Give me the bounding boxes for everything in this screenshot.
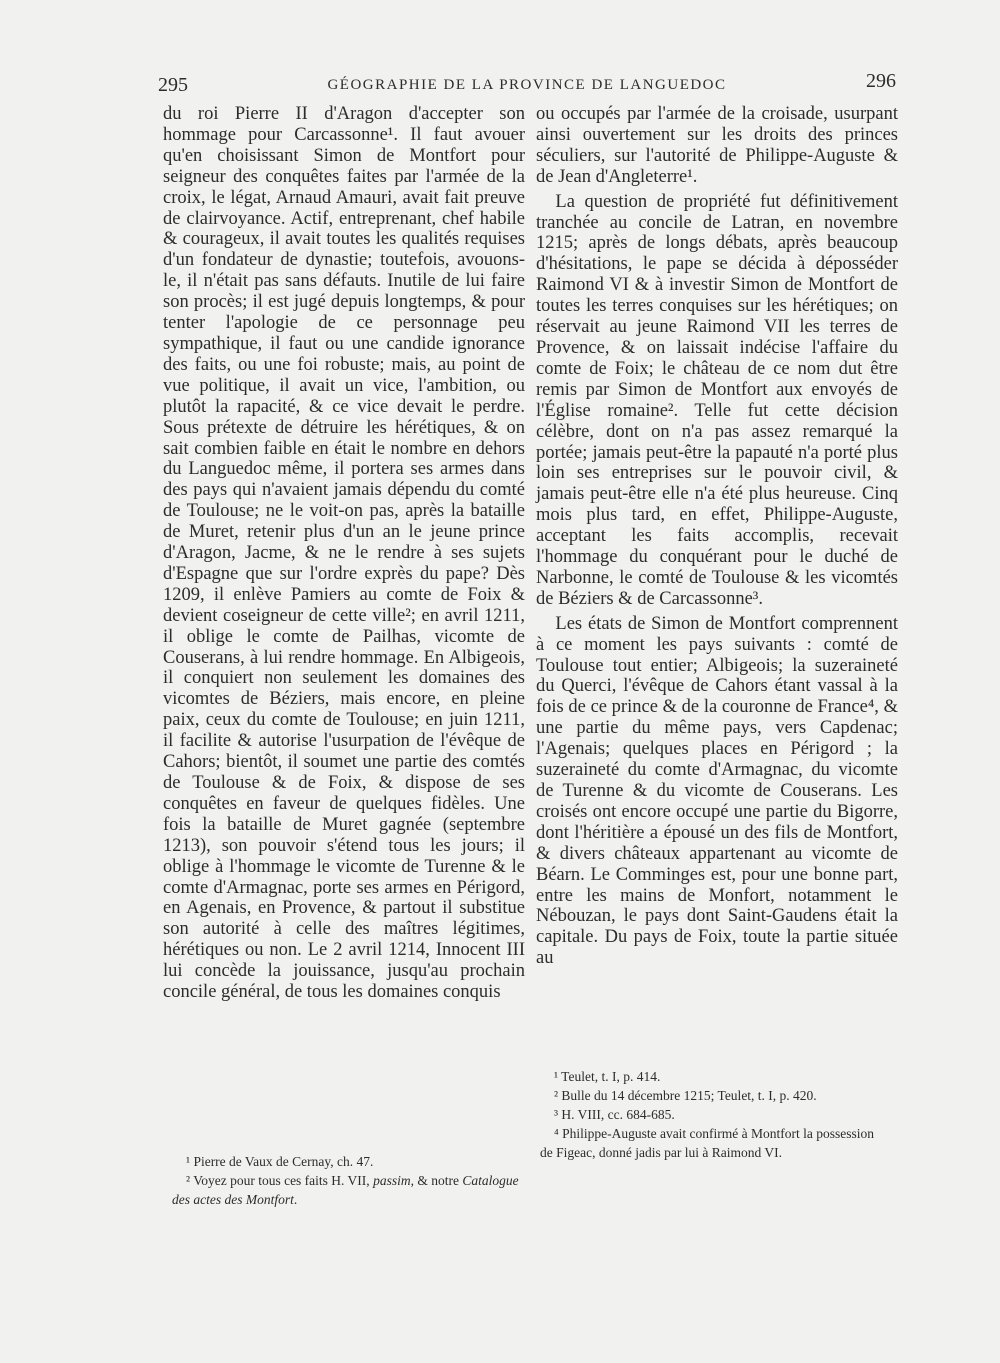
- page-header: [158, 70, 896, 104]
- right-paragraph-1: ou occupés par l'armée de la croisade, usurpant ainsi ouvertement sur les droits des princes séculiers, sur l'autorité de Philippe-Auguste & de Jean d'Angleterre¹.: [536, 104, 898, 187]
- left-paragraph: du roi Pierre II d'Aragon d'accepter son hommage pour Carcassonne¹. Il faut avouer qu'en choisissant Simon de Montfort pour seigneur des conquêtes faites par l'armée de la croix, le légat, Arnaud Amauri, avait fait preuve de clairvoyance. Actif, entreprenant, chef habile & courageux, il avait toutes les qualités requises d'un fondateur de dynastie; toutefois, avouons-le, il n'était pas sans défauts. Inutile de lui faire son procès; il est jugé depuis longtemps, & pour tenter l'apologie de ce personnage peu sympathique, il faut ou une candide ignorance des faits, ou une foi robuste; mais, au point de vue politique, il avait un vice, l'ambition, ou plutôt la rapacité, & ce vice devait le perdre. Sous prétexte de détruire les hérétiques, & on sait combien faible en était le nombre en dehors du Languedoc même, il portera ses armes dans des pays qui n'avaient jamais dépendu du comté de Toulouse; ne le voit-on pas, après la bataille de Muret, retenir plus d'un an le jeune prince d'Aragon, Jacme, & ne le rendre à ses sujets d'Espagne que sur l'ordre exprès du pape? Dès 1209, il enlève Pamiers au comte de Foix & devient coseigneur de cette ville²; en avril 1211, il oblige le comte de Pailhas, vicomte de Couserans, à lui rendre hommage. En Albigeois, il conquiert non seulement les domaines des vicomtes de Béziers, mais encore, en pleine paix, ceux du comte de Toulouse; en juin 1211, il facilite & autorise l'usurpation de l'évêque de Cahors; bientôt, il soumet une partie des comtés de Toulouse & de Foix, & dispose de ses conquêtes en faveur de quelques fidèles. Une fois la bataille de Muret gagnée (septembre 1213), son pouvoir s'étend tous les jours; il oblige à l'hommage le vicomte de Turenne & le comte d'Armagnac, porte ses armes en Périgord, en Agenais, en Provence, & partout il substitue son autorité à celle des maîtres légitimes, hérétiques ou non. Le 2 avril 1214, Innocent III lui concède la jouissance, jusqu'au prochain concile général, de tous les domaines conquis: [163, 104, 525, 1003]
- footnote-text: Voyez pour tous ces faits H. VII,: [193, 1173, 374, 1188]
- page-number-left: 295: [158, 74, 188, 96]
- left-text-column: [163, 104, 525, 1003]
- footnotes-right: [540, 1067, 890, 1162]
- footnote-right-4: ⁴ Philippe-Auguste avait confirmé à Montfort la possession de Figeac, donné jadis par lui à Raimond VI.: [540, 1126, 875, 1160]
- footnote-left-1: [172, 1152, 522, 1171]
- footnote-left-2: [172, 1171, 522, 1209]
- footnote-right-1: ¹ Teulet, t. I, p. 414.: [554, 1069, 661, 1084]
- footnote-right-2: ² Bulle du 14 décembre 1215; Teulet, t. I, p. 420.: [554, 1088, 817, 1103]
- footnote-marker: ¹: [186, 1154, 191, 1169]
- right-text-column: [536, 104, 898, 969]
- right-paragraph-2: La question de propriété fut définitivement tranchée au concile de Latran, en novembre 1215; après de longs débats, après beaucoup d'hésitations, le pape se décida à déposséder Raimond VI & à investir Simon de Montfort de toutes les terres conquises sur les hérétiques; on réservait au jeune Raimond VII les terres de Provence, & on laissait indécise l'affaire du comte de Foix; le château de ce nom dut être remis par Simon de Montfort aux envoyés de l'Église romaine². Telle fut cette décision célèbre, dont on n'a pas assez remarqué la portée; jamais peut-être la papauté n'a porté plus loin ses entreprises sur le pouvoir civil, & jamais peut-être elle n'a été plus heureuse. Cinq mois plus tard, en effet, Philippe-Auguste, acceptant les faits accomplis, recevait l'hommage du conquérant pour le duché de Narbonne, le comté de Toulouse & les vicomtés de Béziers & de Carcassonne³.: [536, 191, 898, 609]
- footnote-text: Pierre de Vaux de Cernay, ch. 47.: [193, 1154, 374, 1169]
- right-paragraph-3: Les états de Simon de Montfort comprennent à ce moment les pays suivants : comté de Toulouse tout entier; Albigeois; la suzeraineté du Querci, l'évêque de Cahors étant vassal à la fois de ce prince & de la couronne de France⁴, & une partie du même pays, vers Capdenac; l'Agenais; quelques places en Périgord ; la suzeraineté du comte d'Armagnac, du vicomte de Turenne & du vicomte de Couserans. Les croisés ont encore occupé une partie du Bigorre, dont l'héritière a épousé un des fils de Montfort, & divers châteaux appartenant au vicomte de Béarn. Le Comminges est, pour une bonne part, entre les mains de Monfort, notamment le Nébouzan, le pays dont Saint-Gaudens était la capitale. Du pays de Foix, toute la partie située au: [536, 613, 898, 969]
- footnote-right-3: ³ H. VIII, cc. 684-685.: [554, 1107, 675, 1122]
- footnote-marker: ²: [186, 1173, 191, 1188]
- running-title: GÉOGRAPHIE DE LA PROVINCE DE LANGUEDOC: [327, 77, 727, 93]
- footnotes-left: [172, 1152, 522, 1209]
- footnote-text: , & notre: [410, 1173, 463, 1188]
- footnote-passim: passim: [373, 1173, 411, 1188]
- page-number-right: 296: [866, 70, 896, 92]
- footnote-catalogue-title: Catalogue des actes des Montfort: [172, 1173, 519, 1207]
- footnote-text: .: [293, 1192, 298, 1207]
